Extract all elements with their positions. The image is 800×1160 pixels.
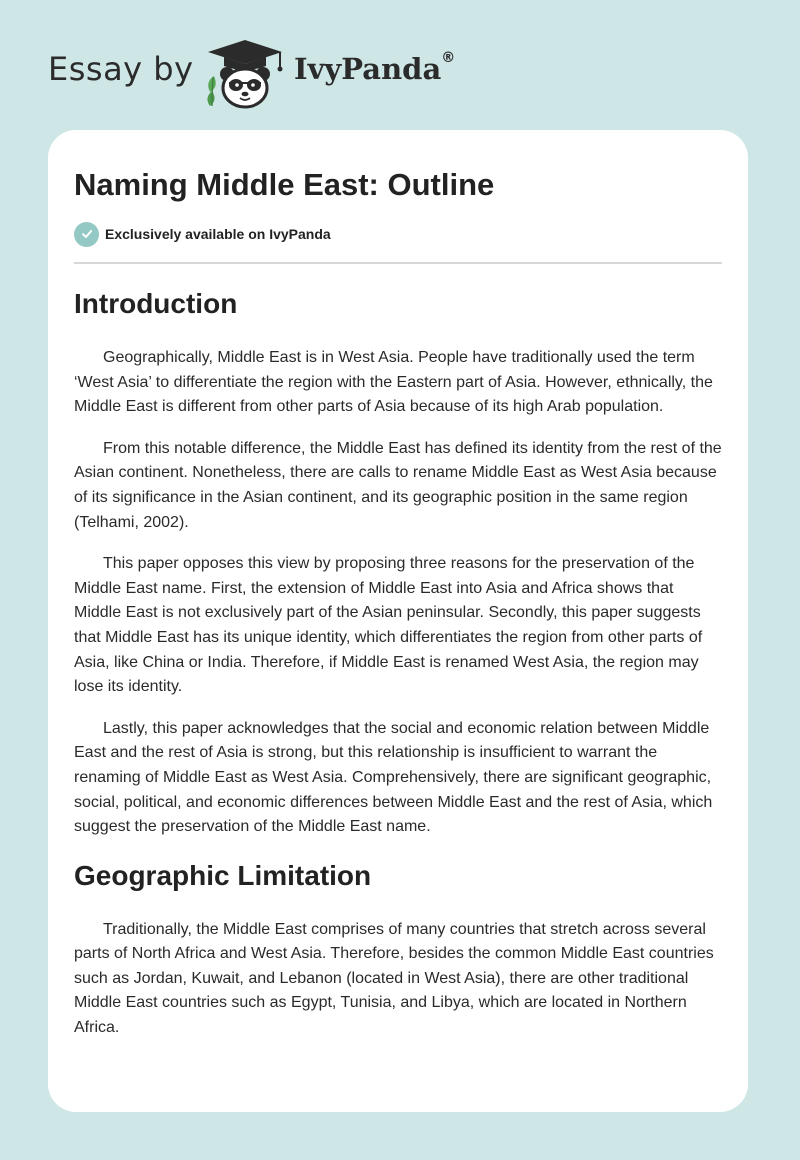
article-card bbox=[48, 130, 748, 1112]
brand-name bbox=[294, 52, 455, 86]
paragraph: Geographically, Middle East is in West Asia. People have traditionally used the term ‘West Asia’ to differentiate the region with the Eastern part of Asia. However, ethnically, the Middle East is different from other parts of Asia because of its high Arab population. bbox=[74, 349, 713, 416]
title-divider bbox=[74, 262, 722, 264]
checkmark-icon bbox=[74, 222, 99, 247]
section-geographic-limitation bbox=[74, 860, 722, 1041]
exclusive-badge-text: Exclusively available on IvyPanda bbox=[105, 226, 331, 242]
brand-name-text: IvyPanda bbox=[294, 52, 442, 86]
exclusive-badge bbox=[74, 221, 722, 247]
paragraph: Traditionally, the Middle East comprises of many countries that stretch across several parts of North Africa and West Asia. Therefore, besides the common Middle East countries such as Jordan, Kuwait, and Lebanon (located in West Asia), there are other traditional Middle East countries such as Egypt, Tunisia, and Libya, which are located in Northern Africa. bbox=[74, 920, 714, 1037]
article-title: Naming Middle East: Outline bbox=[74, 167, 495, 202]
paragraph: From this notable difference, the Middle East has defined its identity from the rest of the Asian continent. Nonetheless, there are calls to rename Middle East as West Asia because of its significance in the Asian continent, and its geographic position in the same region (Telhami, 2002). bbox=[74, 439, 722, 531]
section-heading: Introduction bbox=[74, 288, 238, 319]
paragraph: Lastly, this paper acknowledges that the social and economic relation between Middle East and the rest of Asia is strong, but this relationship is insufficient to warrant the renaming of Middle East as West Asia. Comprehensively, there are significant geographic, social, political, and economic differences between Middle East and the rest of Asia, which suggest the preservation of the Middle East name. bbox=[74, 719, 713, 836]
site-header bbox=[0, 0, 800, 120]
essay-by-label: Essay by bbox=[48, 50, 194, 88]
section-introduction bbox=[74, 288, 722, 840]
registered-mark: ® bbox=[441, 50, 456, 66]
ivypanda-logo-icon[interactable] bbox=[200, 36, 290, 110]
paragraph: This paper opposes this view by proposing three reasons for the preservation of the Middle East name. First, the extension of Middle East into Asia and Africa shows that Middle East is not exclusively part of the Asian peninsular. Secondly, this paper suggests that Middle East has its unique identity, which differentiates the region from other parts of Asia, like China or India. Therefore, if Middle East is renamed West Asia, the region may lose its identity. bbox=[74, 555, 703, 696]
section-heading: Geographic Limitation bbox=[74, 859, 372, 891]
